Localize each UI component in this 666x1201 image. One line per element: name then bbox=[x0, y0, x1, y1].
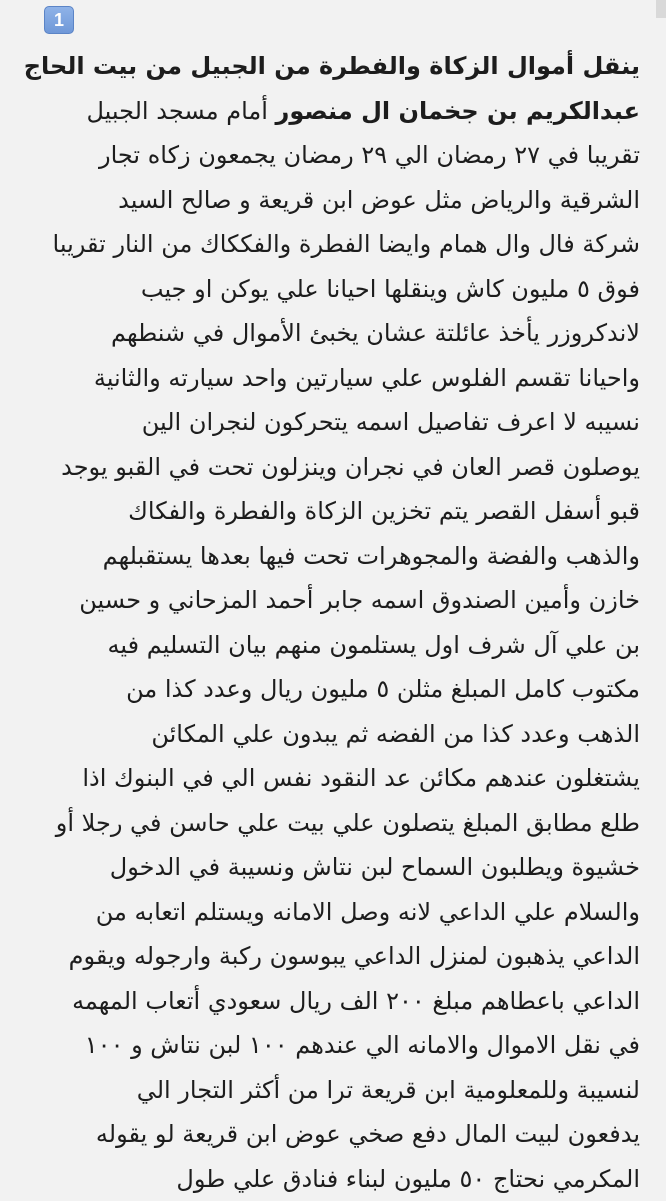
text-line-13: خازن وأمين الصندوق اسمه جابر أحمد المزحاني و حسين bbox=[8, 578, 640, 623]
text-line-6: فوق ٥ مليون كاش وينقلها احيانا علي يوكن او جيب bbox=[8, 267, 640, 312]
text-line-25: يدفعون لبيت المال دفع صخي عوض ابن قريعة لو يقوله bbox=[8, 1112, 640, 1157]
text-line-16: الذهب وعدد كذا من الفضه ثم يبدون علي المكائن bbox=[8, 712, 640, 757]
text-line-19: خشيوة ويطلبون السماح لبن نتاش ونسيبة في الدخول bbox=[8, 845, 640, 890]
document-text bbox=[8, 44, 640, 1201]
text-line-7: لاندكروزر يأخذ عائلتة عشان يخبئ الأموال في شنطهم bbox=[8, 311, 640, 356]
text-line-3: تقريبا في ٢٧ رمضان الي ٢٩ رمضان يجمعون زكاه تجار bbox=[8, 133, 640, 178]
text-line-22: الداعي باعطاهم مبلغ ٢٠٠ الف ريال سعودي أتعاب المهمه bbox=[8, 979, 640, 1024]
text-line-14: بن علي آل شرف اول يستلمون منهم بيان التسليم فيه bbox=[8, 623, 640, 668]
text-line-5: شركة فال وال همام وايضا الفطرة والفككاك من النار تقريبا bbox=[8, 222, 640, 267]
text-line-23: في نقل الاموال والامانه الي عندهم ١٠٠ لبن نتاش و ١٠٠ bbox=[8, 1023, 640, 1068]
number-badge: 1 bbox=[44, 6, 74, 34]
text-line-11: قبو أسفل القصر يتم تخزين الزكاة والفطرة والفكاك bbox=[8, 489, 640, 534]
text-line-1: ينقل أموال الزكاة والفطرة من الجبيل من بيت الحاج bbox=[8, 44, 640, 89]
text-line-2-regular: أمام مسجد الجبيل bbox=[86, 97, 275, 125]
text-line-2-bold-name: عبدالكريم بن جخمان ال منصور bbox=[276, 97, 640, 125]
text-line-9: نسيبه لا اعرف تفاصيل اسمه يتحركون لنجران الين bbox=[8, 400, 640, 445]
text-line-10: يوصلون قصر العان في نجران وينزلون تحت في القبو يوجد bbox=[8, 445, 640, 490]
text-line-20: والسلام علي الداعي لانه وصل الامانه ويستلم اتعابه من bbox=[8, 890, 640, 935]
text-line-15: مكتوب كامل المبلغ مثلن ٥ مليون ريال وعدد كذا من bbox=[8, 667, 640, 712]
text-line-18: طلع مطابق المبلغ يتصلون علي بيت علي حاسن في رجلا أو bbox=[8, 801, 640, 846]
text-line-21: الداعي يذهبون لمنزل الداعي يبوسون ركبة وارجوله ويقوم bbox=[8, 934, 640, 979]
text-line-12: والذهب والفضة والمجوهرات تحت فيها بعدها يستقبلهم bbox=[8, 534, 640, 579]
text-line-4: الشرقية والرياض مثل عوض ابن قريعة و صالح السيد bbox=[8, 178, 640, 223]
top-right-edge-tab bbox=[656, 0, 666, 18]
text-line-17: يشتغلون عندهم مكائن عد النقود نفس الي في البنوك اذا bbox=[8, 756, 640, 801]
text-line-8: واحيانا تقسم الفلوس علي سيارتين واحد سيارته والثانية bbox=[8, 356, 640, 401]
text-line-26: المكرمي نحتاج ٥٠ مليون لبناء فنادق علي طول bbox=[8, 1157, 640, 1201]
text-line-24: لنسيبة وللمعلومية ابن قريعة ترا من أكثر التجار الي bbox=[8, 1068, 640, 1113]
text-line-2 bbox=[8, 89, 640, 134]
